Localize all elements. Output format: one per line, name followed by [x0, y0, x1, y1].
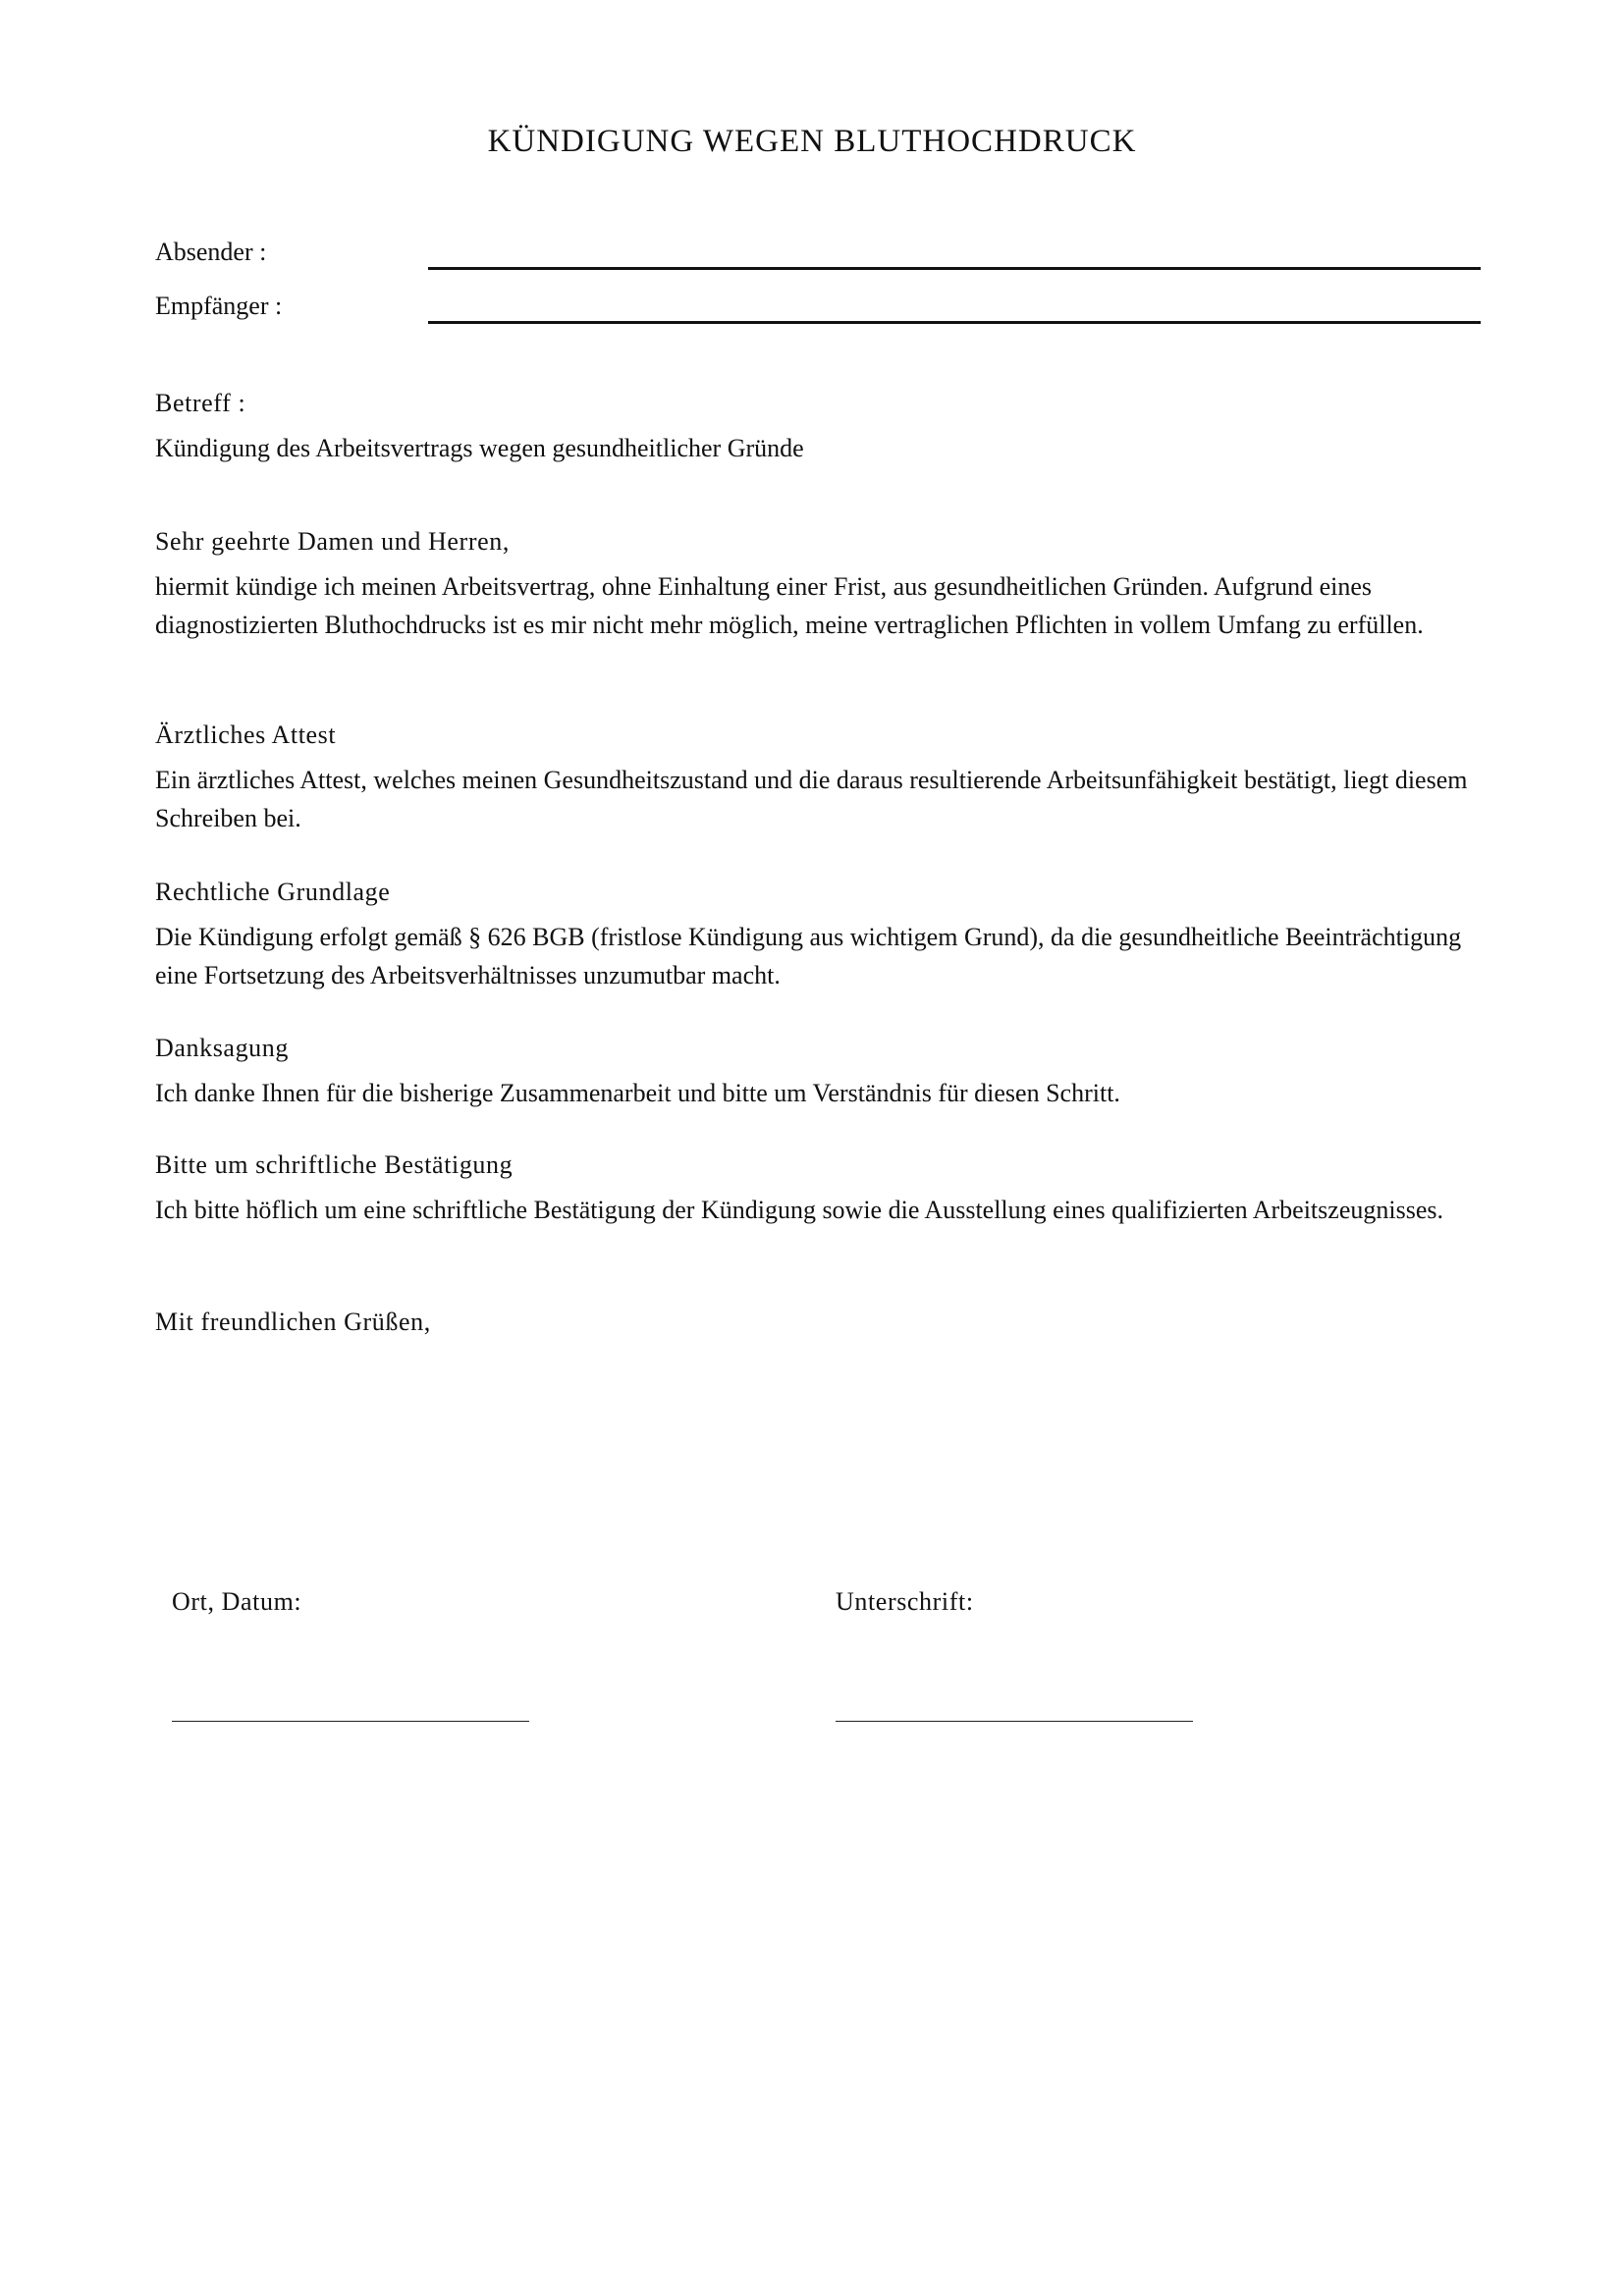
sender-input-line[interactable]: [428, 267, 1481, 270]
section-text-legal: Die Kündigung erfolgt gemäß § 626 BGB (fristlose Kündigung aus wichtigem Grund), da die gesundheitliche Beeinträchtigung eine Fortsetzung des Arbeitsverhältnisses unzumutbar macht.: [155, 923, 1462, 989]
recipient-field: [155, 292, 1481, 331]
section-text-attest: Ein ärztliches Attest, welches meinen Gesundheitszustand und die daraus resultierende Arbeitsunfähigkeit bestätigt, liegt diesem Schreiben bei.: [155, 766, 1468, 832]
signature-line[interactable]: [836, 1721, 1193, 1722]
salutation: Sehr geehrte Damen und Herren,: [155, 527, 510, 556]
section-heading-attest: Ärztliches Attest: [155, 721, 337, 749]
section-text-confirmation: Ich bitte höflich um eine schriftliche Bestätigung der Kündigung sowie die Ausstellung eines qualifizierten Arbeitszeugnisses.: [155, 1196, 1443, 1224]
sender-label: Absender :: [155, 238, 267, 266]
section-text-thanks: Ich danke Ihnen für die bisherige Zusammenarbeit und bitte um Verständnis für diesen Schritt.: [155, 1079, 1120, 1107]
section-heading-thanks: Danksagung: [155, 1034, 289, 1062]
recipient-label: Empfänger :: [155, 292, 283, 320]
intro-paragraph: hiermit kündige ich meinen Arbeitsvertrag, ohne Einhaltung einer Frist, aus gesundheitlichen Gründen. Aufgrund eines diagnostizierten Bluthochdrucks ist es mir nicht mehr möglich, meine vertraglichen Pflichten in vollem Umfang zu erfüllen.: [155, 572, 1424, 639]
closing: Mit freundlichen Grüßen,: [155, 1308, 431, 1336]
document-title: KÜNDIGUNG WEGEN BLUTHOCHDRUCK: [487, 124, 1137, 159]
subject-label: Betreff :: [155, 389, 246, 417]
sender-field: [155, 238, 1481, 277]
section-heading-legal: Rechtliche Grundlage: [155, 878, 391, 906]
place-date-label: Ort, Datum:: [172, 1587, 302, 1616]
subject-text: Kündigung des Arbeitsvertrags wegen gesundheitlicher Gründe: [155, 434, 804, 462]
signature-label: Unterschrift:: [836, 1587, 974, 1616]
section-heading-confirmation: Bitte um schriftliche Bestätigung: [155, 1150, 514, 1179]
recipient-input-line[interactable]: [428, 321, 1481, 324]
place-date-line[interactable]: [172, 1721, 529, 1722]
